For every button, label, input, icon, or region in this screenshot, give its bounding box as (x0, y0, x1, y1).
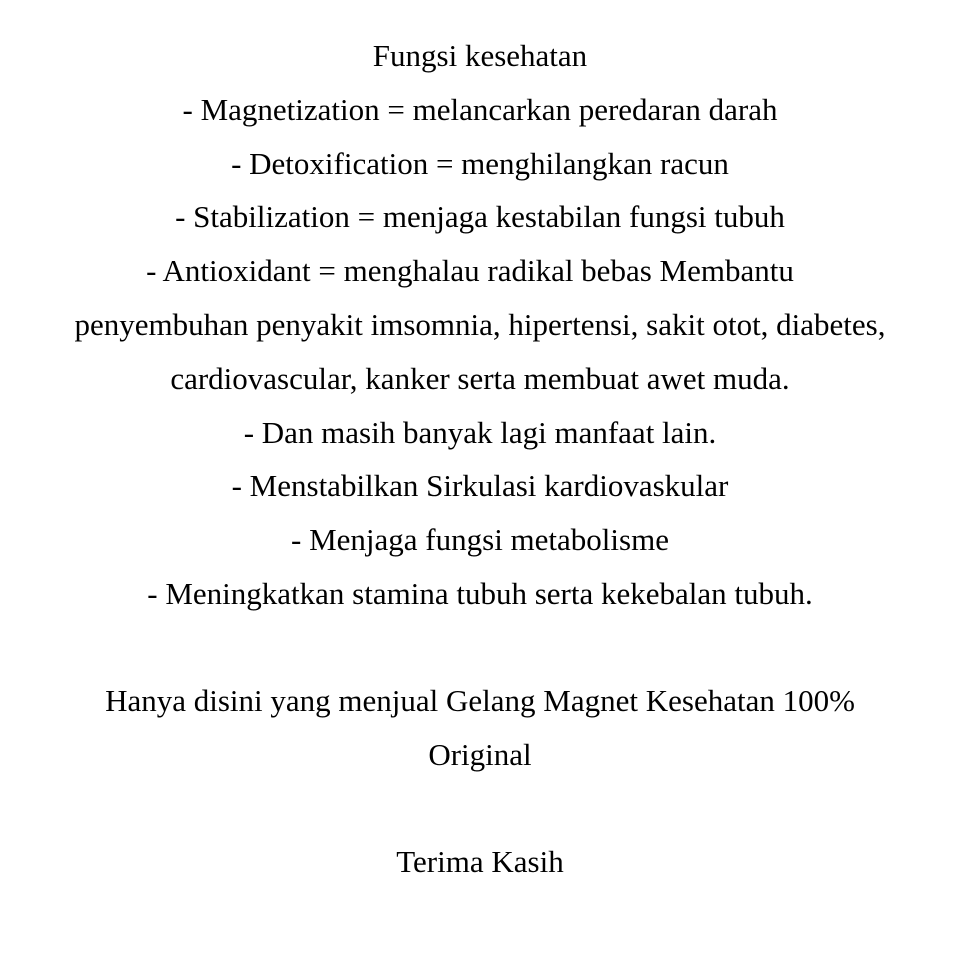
text-line: - Stabilization = menjaga kestabilan fungsi tubuh (175, 199, 785, 234)
text-line: - Magnetization = melancarkan peredaran darah (182, 92, 778, 127)
text-line: - Detoxification = menghilangkan racun (231, 146, 729, 181)
text-line: - Dan masih banyak lagi manfaat lain. (243, 415, 717, 450)
promo-line: Original (428, 737, 532, 772)
text-line: - Menjaga fungsi metabolisme (291, 522, 669, 557)
text-line: cardiovascular, kanker serta membuat awet muda. (170, 361, 790, 396)
closing-line: Terima Kasih (396, 844, 564, 879)
promo-line: Hanya disini yang menjual Gelang Magnet Kesehatan 100% (105, 683, 855, 718)
text-line: - Meningkatkan stamina tubuh serta kekebalan tubuh. (147, 576, 813, 611)
text-line: - Menstabilkan Sirkulasi kardiovaskular (231, 468, 729, 503)
text-line: - Antioxidant = menghalau radikal bebas Membantu (146, 253, 794, 288)
text-line: penyembuhan penyakit imsomnia, hipertensi, sakit otot, diabetes, (74, 307, 886, 342)
heading-line: Fungsi kesehatan (372, 38, 588, 73)
